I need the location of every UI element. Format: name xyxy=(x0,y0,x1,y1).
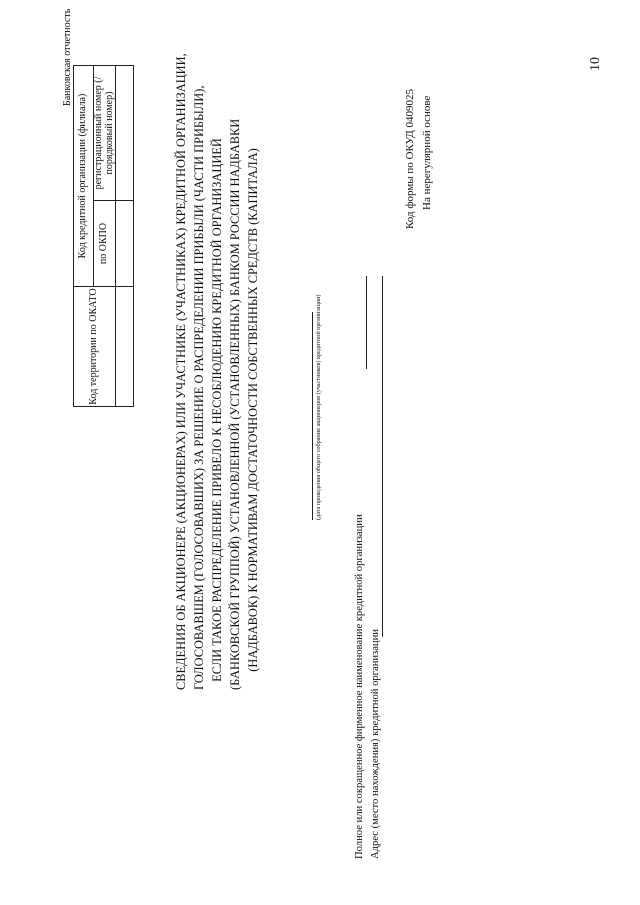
title-line: (БАНКОВСКОЙ ГРУППОЙ) УСТАНОВЛЕННОЙ (УСТАНОВЛЕННЫХ) БАНКОМ РОССИИ НАДБАВКИ xyxy=(227,118,242,690)
okpo-value-cell xyxy=(116,201,134,287)
org-code-header: Код кредитной организации (филиала) xyxy=(74,66,94,287)
okato-header: Код территории по ОКАТО xyxy=(74,287,116,407)
org-name-field-line xyxy=(366,276,367,369)
title-line: ГОЛОСОВАВШЕМ (ГОЛОСОВАВШИХ) ЗА РЕШЕНИЕ О РАСПРЕДЕЛЕНИИ ПРИБЫЛИ (ЧАСТИ ПРИБЫЛИ), xyxy=(191,85,206,690)
page-number: 10 xyxy=(588,57,603,71)
meeting-date-field-line xyxy=(312,312,313,520)
title-line: СВЕДЕНИЯ ОБ АКЦИОНЕРЕ (АКЦИОНЕРАХ) ИЛИ УЧАСТНИКЕ (УЧАСТНИКАХ) КРЕДИТНОЙ ОРГАНИЗАЦИИ, xyxy=(174,53,188,690)
org-address-label: Адрес (место нахождения) кредитной организации xyxy=(370,629,381,859)
reporting-type-label: Банковская отчетность xyxy=(62,8,73,106)
form-code-label: Код формы по ОКУД 0409025 xyxy=(404,88,416,229)
report-title xyxy=(173,53,263,690)
codes-table xyxy=(73,65,134,407)
okato-value-cell xyxy=(116,287,134,407)
reg-number-value-cell xyxy=(116,66,134,201)
title-line: ЕСЛИ ТАКОЕ РАСПРЕДЕЛЕНИЕ ПРИВЕЛО К НЕСОБЛЮДЕНИЮ КРЕДИТНОЙ ОРГАНИЗАЦИЕЙ xyxy=(209,138,224,682)
title-line: (НАДБАВОК) К НОРМАТИВАМ ДОСТАТОЧНОСТИ СОБСТВЕННЫХ СРЕДСТВ (КАПИТАЛА) xyxy=(245,148,260,672)
meeting-date-caption: (дата проведения общего собрания акционеров (участников) кредитной организации) xyxy=(315,294,322,520)
reg-number-header: регистрационный номер (/порядковый номер) xyxy=(94,66,116,201)
reporting-frequency-label: На нерегулярной основе xyxy=(421,95,433,210)
org-name-label: Полное или сокращенное фирменное наименование кредитной организации xyxy=(354,514,365,859)
okpo-header: по ОКПО xyxy=(94,201,116,287)
org-address-field-line xyxy=(382,276,383,637)
